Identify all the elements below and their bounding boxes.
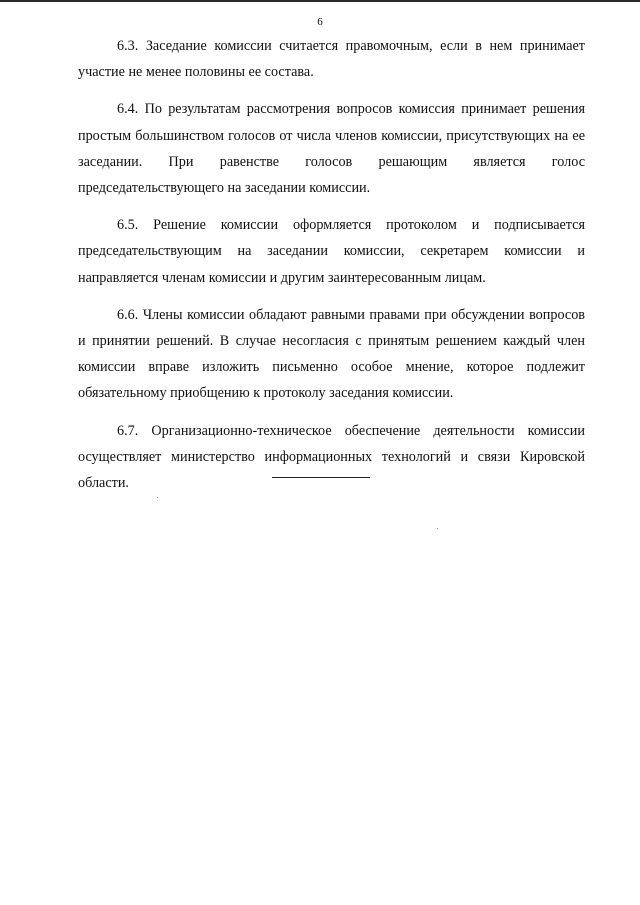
document-body (78, 33, 585, 507)
paragraph-6-4: 6.4. По результатам рассмотрения вопросов комиссия принимает решения простым большинством голосов от числа членов комиссии, присутствующих на ее заседании. При равенстве голосов решающим является голос председательствующего на заседании комиссии. (78, 101, 585, 197)
scan-speck (437, 528, 438, 529)
page-number: 6 (317, 16, 323, 28)
scan-top-edge (0, 0, 640, 2)
scan-speck (157, 497, 158, 498)
paragraph-6-3: 6.3. Заседание комиссии считается правомочным, если в нем принимает участие не менее половины ее состава. (78, 38, 585, 81)
paragraph-6-6: 6.6. Члены комиссии обладают равными правами при обсуждении вопросов и принятии решений. В случае несогласия с принятым решением каждый член комиссии вправе изложить письменно особое мнение, которое подлежит обязательному приобщению к протоколу заседания комиссии. (78, 306, 585, 402)
end-of-text-rule (272, 477, 370, 478)
paragraph-6-5: 6.5. Решение комиссии оформляется протоколом и подписывается председательствующим на заседании комиссии, секретарем комиссии и направляется членам комиссии и другим заинтересованным лицам. (78, 217, 585, 286)
paragraph-6-7: 6.7. Организационно-техническое обеспечение деятельности комиссии осуществляет министерство информационных технологий и связи Кировской области. (78, 422, 585, 492)
